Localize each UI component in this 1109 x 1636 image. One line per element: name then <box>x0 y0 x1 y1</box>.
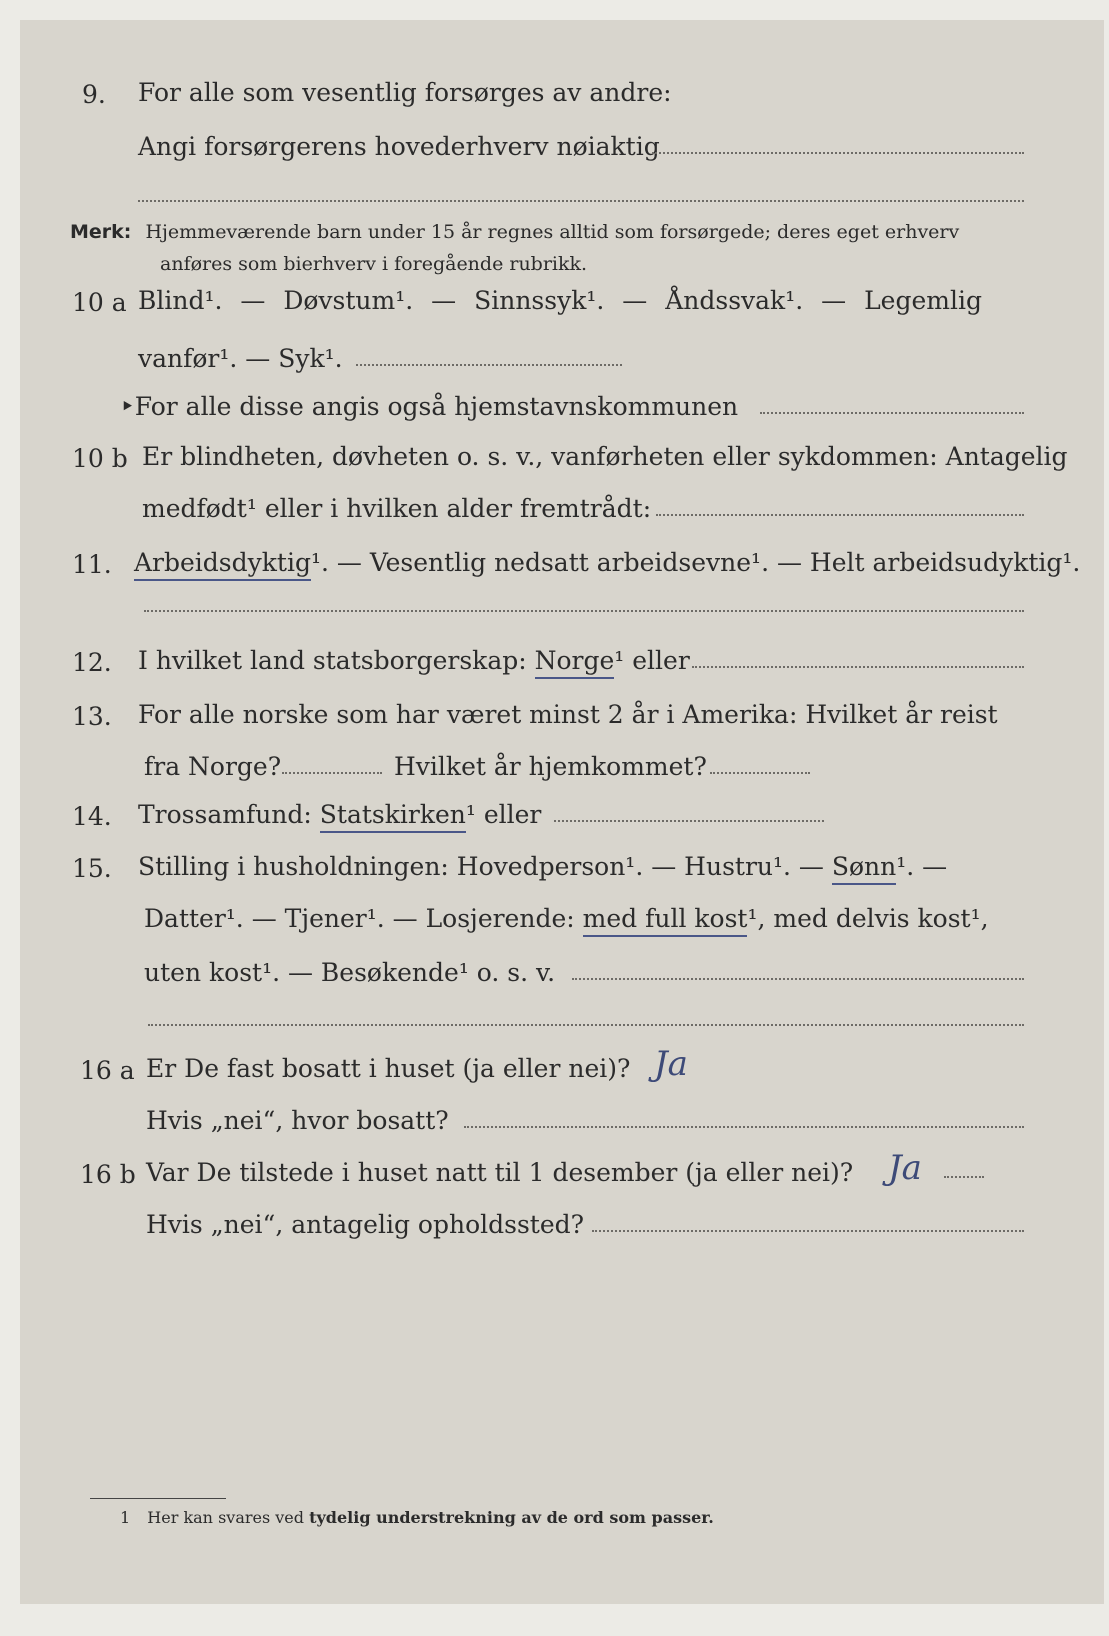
merk-text2: anføres som bierhverv i foregående rubrikk. <box>160 253 588 275</box>
merk-note <box>70 216 959 248</box>
q13-reist-field[interactable] <box>282 772 382 774</box>
q16a-bosatt-field[interactable] <box>464 1126 1024 1128</box>
q13-number: 13. <box>72 702 112 731</box>
q16b-opholdssted-field[interactable] <box>592 1230 1024 1232</box>
footnote-text: Her kan svares ved <box>147 1508 305 1527</box>
q12-number: 12. <box>72 648 112 677</box>
q10a-line1: Blind¹. — Døvstum¹. — Sinnssyk¹. — Åndssvak¹. — Legemlig <box>138 286 982 315</box>
q12-line: I hvilket land statsborgerskap: Norge¹ eller <box>138 646 690 675</box>
q16a-handwritten-answer[interactable]: Ja <box>654 1044 688 1084</box>
q15-answer-field[interactable] <box>572 978 1024 980</box>
merk-text1: Hjemmeværende barn under 15 år regnes alltid som forsørgede; deres eget erhverv <box>145 221 960 243</box>
footnote <box>120 1508 714 1527</box>
q10b-answer-field[interactable] <box>656 514 1024 516</box>
q16b-handwritten-answer[interactable]: Ja <box>888 1148 922 1188</box>
q12-answer-field[interactable] <box>692 666 1024 668</box>
q10b-number: 10 b <box>72 444 128 473</box>
q16b-line1: Var De tilstede i huset natt til 1 desember (ja eller nei)? <box>146 1158 854 1187</box>
q16b-line2: Hvis „nei“, antagelig opholdssted? <box>146 1210 585 1239</box>
q10a-number: 10 a <box>72 288 127 317</box>
q16b-answer-line <box>944 1176 984 1178</box>
q10a-line2: vanfør¹. — Syk¹. <box>138 344 343 373</box>
q14-number: 14. <box>72 802 112 831</box>
q15-underlined-option-kost[interactable]: med full kost <box>583 904 748 937</box>
q14-underlined-option[interactable]: Statskirken <box>320 800 466 833</box>
footnote-rule <box>90 1498 226 1499</box>
q9-number: 9. <box>82 80 106 109</box>
q11-line: Arbeidsdyktig¹. — Vesentlig nedsatt arbeidsevne¹. — Helt arbeidsudyktig¹. <box>134 548 1080 577</box>
q9-answer-field[interactable] <box>652 152 1024 154</box>
q9-answer-field-2[interactable] <box>138 200 1024 202</box>
q15-line1: Stilling i husholdningen: Hovedperson¹. — Hustru¹. — Sønn¹. — <box>138 852 947 881</box>
q14-answer-field[interactable] <box>554 820 824 822</box>
q16a-line2: Hvis „nei“, hvor bosatt? <box>146 1106 449 1135</box>
q15-number: 15. <box>72 854 112 883</box>
q10a-kommune-field[interactable] <box>760 412 1024 414</box>
merk-label: Merk: <box>70 221 132 243</box>
q13-line1: For alle norske som har været minst 2 år i Amerika: Hvilket år reist <box>138 700 998 729</box>
q11-answer-field[interactable] <box>144 610 1024 612</box>
q10a-line3: ‣For alle disse angis også hjemstavnskommunen <box>120 392 739 421</box>
q13-line2b: Hvilket år hjemkommet? <box>394 752 707 781</box>
q11-number: 11. <box>72 550 112 579</box>
footnote-mark: 1 <box>120 1508 131 1527</box>
q16a-line1: Er De fast bosatt i huset (ja eller nei)? <box>146 1054 631 1083</box>
q10a-answer-field[interactable] <box>356 364 622 366</box>
q16a-number: 16 a <box>80 1056 135 1085</box>
q15-underlined-option-sonn[interactable]: Sønn <box>832 852 896 885</box>
q15-line3: uten kost¹. — Besøkende¹ o. s. v. <box>144 958 556 987</box>
footnote-bold: tydelig understrekning av de ord som passer. <box>309 1508 714 1527</box>
q10b-line2: medfødt¹ eller i hvilken alder fremtrådt: <box>142 494 652 523</box>
q13-line2a: fra Norge? <box>144 752 282 781</box>
q9-line1: For alle som vesentlig forsørges av andre: <box>138 78 672 107</box>
q14-line: Trossamfund: Statskirken¹ eller <box>138 800 541 829</box>
q11-underlined-option[interactable]: Arbeidsdyktig <box>134 548 311 581</box>
q9-line2: Angi forsørgerens hovederhverv nøiaktig <box>138 132 660 161</box>
q12-underlined-option[interactable]: Norge <box>535 646 615 679</box>
q10b-line1: Er blindheten, døvheten o. s. v., vanførheten eller sykdommen: Antagelig <box>142 442 1068 471</box>
q15-line2: Datter¹. — Tjener¹. — Losjerende: med full kost¹, med delvis kost¹, <box>144 904 989 933</box>
q16b-number: 16 b <box>80 1160 136 1189</box>
census-form-page <box>20 20 1104 1604</box>
q15-answer-field-2[interactable] <box>148 1024 1024 1026</box>
q13-hjemkommet-field[interactable] <box>710 772 810 774</box>
